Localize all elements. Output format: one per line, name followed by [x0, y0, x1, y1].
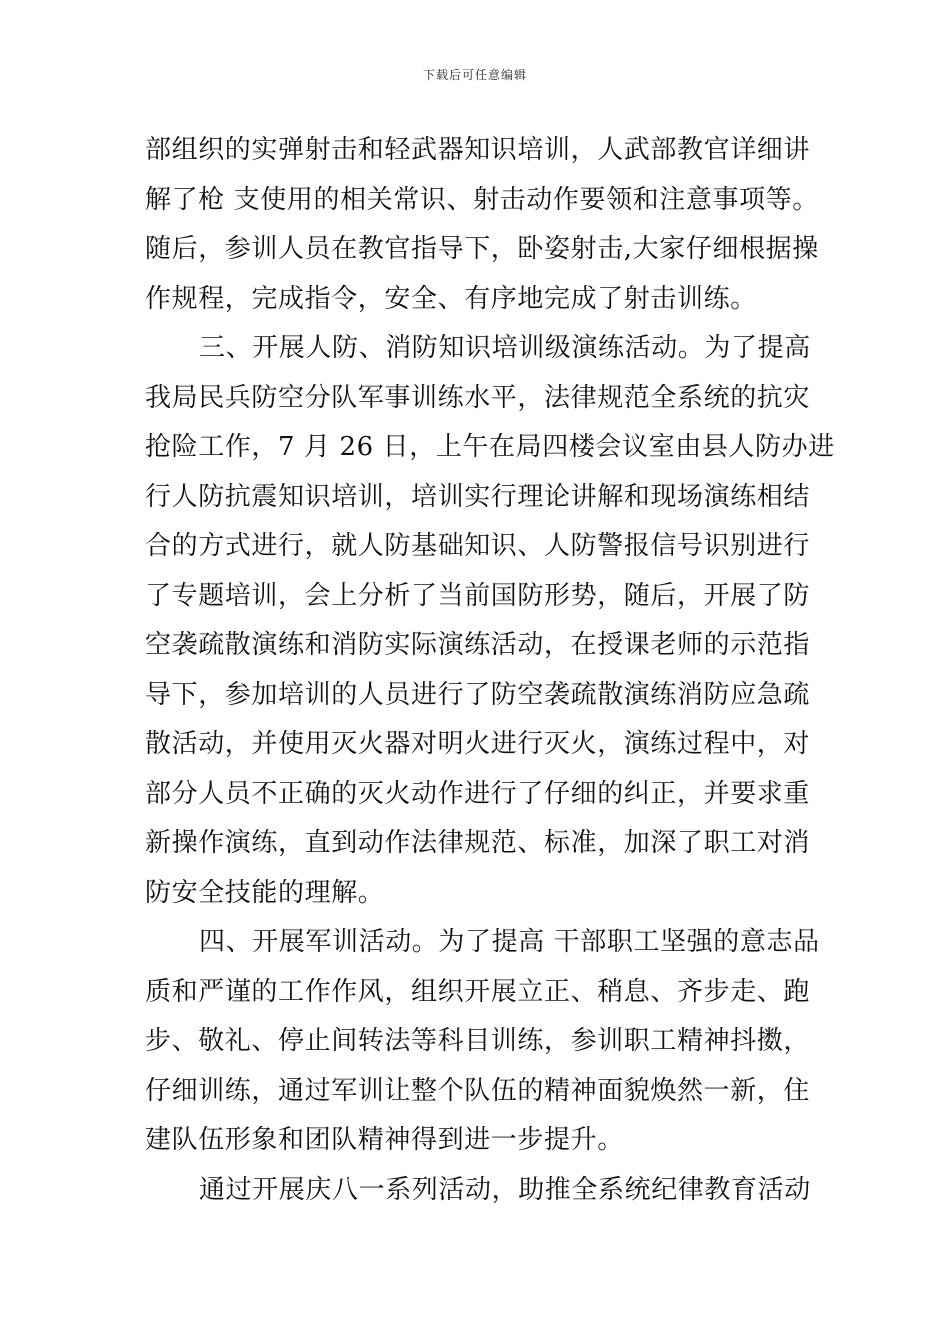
text-line: 散活动，并使用灭火器对明火进行灭火，演练过程中，对 [145, 729, 811, 759]
text-line: 仔细训练，通过军训让整个队伍的精神面貌焕然一新，住 [145, 1075, 811, 1106]
text-line: 作规程，完成指令，安全、有序地完成了射击训练。 [145, 283, 757, 314]
text-line: 步、敬礼、停止间转法等科目训练，参训职工精神抖擞， [145, 1026, 811, 1056]
text-line: 质和严谨的工作作风，组织开展立正、稍息、齐步走、跑 [145, 976, 811, 1007]
text-line: 随后，参训人员在教官指导下，卧姿射击,大家仔细根据操 [145, 234, 819, 264]
text-line: 抢险工作，7 月 26 日，上午在局四楼会议室由县人防办进 [145, 432, 835, 462]
document-body [145, 126, 835, 1215]
text-line: 新操作演练，直到动作法律规范、标准，加深了职工对消 [145, 828, 811, 858]
text-line: 合的方式进行，就人防基础知识、人防警报信号识别进行 [145, 531, 811, 561]
text-line: 我局民兵防空分队军事训练水平，法律规范全系统的抗灾 [145, 382, 811, 413]
paragraph-start-line: 通过开展庆八一系列活动，助推全系统纪律教育活动 [199, 1174, 811, 1205]
text-line: 建队伍形象和团队精神得到进一步提升。 [145, 1125, 624, 1155]
text-line: 防安全技能的理解。 [145, 877, 385, 908]
text-line: 了专题培训，会上分析了当前国防形势，随后，开展了防 [145, 580, 811, 611]
paragraph-start-line: 四、开展军训活动。为了提高 干部职工坚强的意志品 [199, 927, 820, 957]
text-line: 行人防抗震知识培训，培训实行理论讲解和现场演练相结 [145, 481, 811, 512]
download-note: 下载后可任意编辑 [422, 68, 527, 82]
text-line: 空袭疏散演练和消防实际演练活动，在授课老师的示范指 [145, 630, 811, 660]
text-line: 部分人员不正确的灭火动作进行了仔细的纠正，并要求重 [145, 778, 811, 809]
text-line: 部组织的实弹射击和轻武器知识培训，人武部教官详细讲 [145, 135, 811, 165]
text-line: 解了枪 支使用的相关常识、射击动作要领和注意事项等。 [145, 184, 819, 215]
paragraph-start-line: 三、开展人防、消防知识培训级演练活动。为了提高 [199, 333, 811, 363]
text-line: 导下，参加培训的人员进行了防空袭疏散演练消防应急疏 [145, 679, 811, 710]
